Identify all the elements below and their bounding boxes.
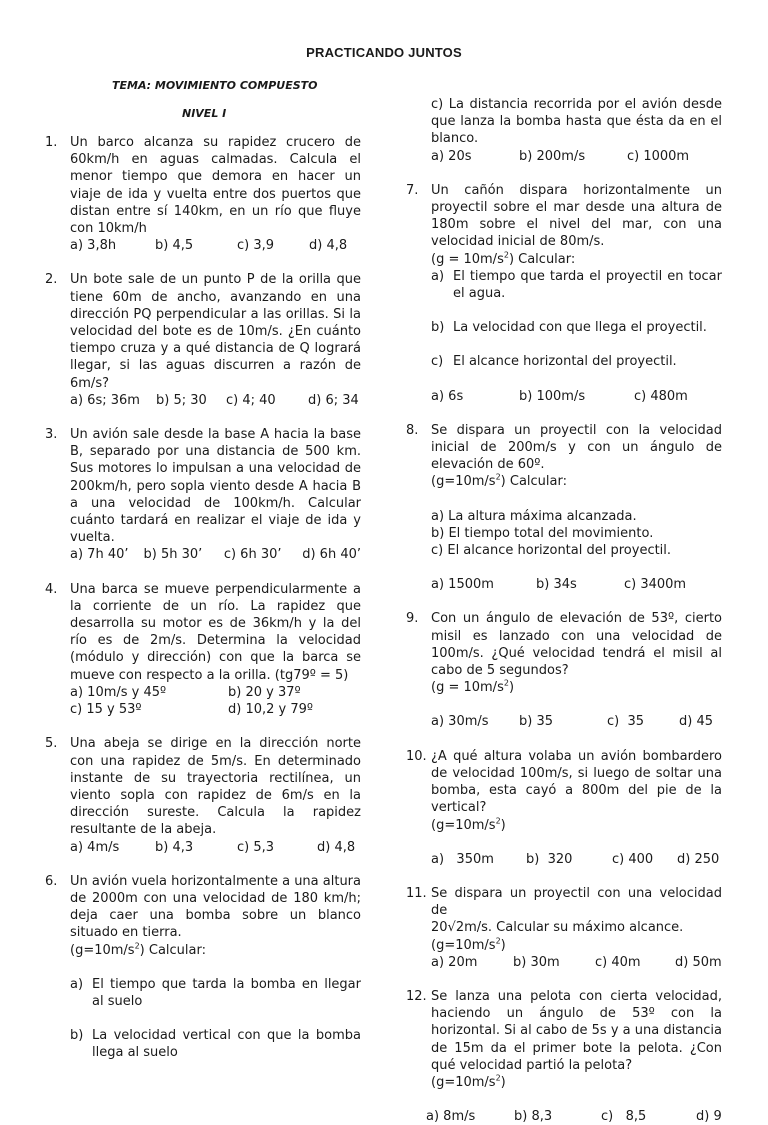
option-c: c) 1000m xyxy=(627,148,690,164)
subquestion-c xyxy=(431,353,722,370)
subquestion-a xyxy=(70,976,361,1010)
gravity-note xyxy=(431,679,722,696)
option-d: d) 9 xyxy=(696,1109,722,1125)
answer-options xyxy=(431,388,722,405)
problem-3 xyxy=(45,426,361,564)
option-b: b) 8,3 xyxy=(514,1109,553,1125)
subquestion-label: c) xyxy=(431,354,444,370)
problem-number: 3. xyxy=(45,427,58,443)
problem-number: 1. xyxy=(45,135,58,150)
gravity-note xyxy=(431,817,722,834)
option-c: c) 4; 40 xyxy=(226,392,276,408)
problem-text-pre: 20√2m/s. Calcular su máximo alcance. (g=10m/s xyxy=(431,920,684,953)
answer-options xyxy=(431,576,722,593)
problem-text: Un barco alcanza su rapidez crucero de 60km/h en aguas calmadas. Calcula el menor tiempo que demora en hacer un viaje de ida y vuelta entre dos puertos que distan entre sí 140km, en un río que fluye con 10km/h xyxy=(70,135,361,237)
problem-text: Se lanza una pelota con cierta velocidad, haciendo un ángulo de 53º con la horizontal. Si al cabo de 5s y a una distancia de 15m da el primer bote la pelota. ¿Con qué velocidad partió la pelota? xyxy=(431,988,722,1073)
problem-text: Se dispara un proyectil con la velocidad inicial de 200m/s y con un ángulo de elevación de 60º. xyxy=(431,422,722,473)
subquestion-text: La velocidad con que llega el proyectil. xyxy=(453,320,707,336)
problem-text: Un bote sale de un punto P de la orilla que tiene 60m de ancho, avanzando en una dirección PQ perpendicular a las orillas. Si la velocidad del bote es de 10m/s. ¿En cuánto tiempo cruza y a qué distancia de Q logrará llegar, si las aguas discurren a razón de 6m/s? xyxy=(70,272,361,391)
subquestion-b xyxy=(431,319,722,336)
problem-text: Un avión vuela horizontalmente a una altura de 2000m con una velocidad de 180 km/h; deja caer una bomba sobre un blanco situado en tierra. xyxy=(70,873,361,941)
option-c: c) 3,9 xyxy=(237,238,275,254)
option-b: b) 34s xyxy=(536,577,577,593)
subquestion-a xyxy=(431,268,722,302)
problem-number: 5. xyxy=(45,736,58,752)
problem-2 xyxy=(45,271,361,409)
problem-text: Un avión sale desde la base A hacia la base B, separado por una distancia de 500 km. Sus motores lo impulsan a una velocidad de 200km/h, pero sopla viento desde A hacia B a una velocidad de 100km/h. Calcular cuánto tardará en realizar el viaje de ida y vuelta. xyxy=(70,427,361,546)
gravity-pre: (g = 10m/s xyxy=(431,251,504,267)
subquestion-b: b) El tiempo total del movimiento. xyxy=(431,525,654,541)
subquestion-label: b) xyxy=(70,1028,84,1044)
option-c: c) 6h 30’ xyxy=(223,547,282,563)
answer-options xyxy=(70,546,361,563)
problem-5 xyxy=(45,735,361,855)
answer-options xyxy=(431,954,722,971)
answer-options xyxy=(431,148,722,165)
problem-number: 8. xyxy=(406,422,419,438)
answer-options xyxy=(426,1108,722,1125)
answer-options xyxy=(70,684,361,718)
option-c: c) 5,3 xyxy=(237,839,275,855)
gravity-note xyxy=(431,251,722,268)
gravity-pre: (g=10m/s xyxy=(431,817,496,833)
problem-4 xyxy=(45,581,361,719)
option-a: a) 3,8h xyxy=(70,238,117,254)
exponent: 2 xyxy=(503,678,509,688)
option-d: d) 45 xyxy=(679,714,713,730)
option-b: b) 4,3 xyxy=(155,839,194,855)
option-b: b) 35 xyxy=(519,714,553,730)
subquestion-label: b) xyxy=(431,320,445,336)
problem-9 xyxy=(406,610,722,730)
option-d: d) 4,8 xyxy=(309,238,348,254)
answer-options xyxy=(70,839,361,856)
problem-text: Una barca se mueve perpendicularmente a la corriente de un río. La rapidez que desarrolla su motor es de 36km/h y la del río es de 2m/s. Determina la velocidad (módulo y dirección) con que la barca se mueve con respecto a la orilla. (tg79º = 5) xyxy=(70,581,361,683)
option-c: c) 40m xyxy=(595,954,641,970)
exponent: 2 xyxy=(495,473,501,483)
problem-number: 9. xyxy=(406,611,419,627)
subquestion-text: El alcance horizontal del proyectil. xyxy=(453,354,677,370)
option-c: c) 15 y 53º xyxy=(70,702,142,718)
exponent: 2 xyxy=(495,1073,501,1083)
option-b: b) 20 y 37º xyxy=(228,684,301,700)
problem-text-post: ) xyxy=(500,937,506,953)
left-column xyxy=(45,134,361,1062)
problem-text: ¿A qué altura volaba un avión bombardero de velocidad 100m/s, si luego de soltar una bomba, esta cayó a 800m del pie de la vertical? xyxy=(431,748,722,816)
gravity-post: ) xyxy=(508,680,515,696)
option-c: c) 8,5 xyxy=(601,1109,647,1125)
exponent: 2 xyxy=(495,936,501,946)
option-c: c) 400 xyxy=(612,851,654,867)
option-a: a) 30m/s xyxy=(431,714,489,730)
gravity-post: ) xyxy=(500,1074,506,1090)
problem-number: 11. xyxy=(406,885,427,901)
problem-number: 4. xyxy=(45,581,58,597)
option-b: b) 5; 30 xyxy=(156,392,207,408)
option-d: d) 50m xyxy=(675,954,722,970)
problem-12 xyxy=(406,988,722,1125)
option-b: b) 4,5 xyxy=(155,238,194,254)
gravity-note xyxy=(431,1074,722,1091)
option-a: a) 1500m xyxy=(431,577,494,593)
option-d: d) 10,2 y 79º xyxy=(228,702,314,718)
option-a: a) 6s xyxy=(431,388,464,404)
option-b: b) 5h 30’ xyxy=(143,547,203,563)
option-c: c) 3400m xyxy=(624,577,687,593)
subquestions xyxy=(431,508,722,560)
answer-options xyxy=(70,392,361,409)
subquestion-text: El tiempo que tarda el proyectil en tocar el agua. xyxy=(453,268,722,302)
option-c: c) 480m xyxy=(634,388,688,404)
option-d: d) 4,8 xyxy=(317,839,356,855)
subquestion-text: La velocidad vertical con que la bomba llega al suelo xyxy=(92,1028,361,1061)
problem-number: 6. xyxy=(45,873,58,889)
option-a: a) 4m/s xyxy=(70,839,120,855)
option-b: b) 200m/s xyxy=(519,148,586,164)
gravity-note xyxy=(70,942,361,959)
subquestion-text: El tiempo que tarda la bomba en llegar al suelo xyxy=(92,976,361,1009)
option-d: d) 6h 40’ xyxy=(302,547,361,563)
option-a: a) 10m/s y 45º xyxy=(70,684,167,700)
problem-text: Se dispara un proyectil con una velocidad de xyxy=(431,885,722,919)
problem-text-line2 xyxy=(431,919,722,953)
answer-options xyxy=(431,851,722,868)
subquestion-a: a) La altura máxima alcanzada. xyxy=(431,508,637,524)
gravity-pre: (g = 10m/s xyxy=(431,680,504,696)
topic-heading: TEMA: MOVIMIENTO COMPUESTO xyxy=(112,79,318,92)
page-title: PRACTICANDO JUNTOS xyxy=(306,45,462,60)
option-a: a) 20s xyxy=(431,148,472,164)
problem-number: 2. xyxy=(45,272,58,288)
option-d: d) 250 xyxy=(677,851,720,867)
option-a: a) 20m xyxy=(431,954,478,970)
option-b: b) 320 xyxy=(526,851,573,867)
option-a: a) 6s; 36m xyxy=(70,392,140,408)
subquestion-b xyxy=(70,1027,361,1061)
option-d: d) 6; 34 xyxy=(308,392,359,408)
gravity-pre: (g=10m/s xyxy=(431,1074,496,1090)
exponent: 2 xyxy=(503,250,509,260)
problem-number: 10. xyxy=(406,748,427,764)
problem-6-continued xyxy=(406,96,722,165)
gravity-note xyxy=(431,473,722,490)
problem-number: 7. xyxy=(406,182,419,198)
exponent: 2 xyxy=(495,816,501,826)
problem-1 xyxy=(45,134,361,254)
gravity-post: ) xyxy=(500,817,506,833)
option-c: c) 35 xyxy=(607,714,645,730)
problem-text: Con un ángulo de elevación de 53º, cierto misil es lanzado con una velocidad de 100m/s. ¿Qué velocidad tendrá el misil al cabo de 5 segundos? xyxy=(431,611,722,679)
gravity-pre: (g=10m/s xyxy=(70,942,135,958)
problem-11 xyxy=(406,885,722,971)
option-a: a) 8m/s xyxy=(426,1109,476,1125)
option-a: a) 7h 40’ xyxy=(70,547,129,563)
option-a: a) 350m xyxy=(431,851,494,867)
gravity-post: ) Calcular: xyxy=(139,942,206,958)
subquestion-c: c) El alcance horizontal del proyectil. xyxy=(431,543,672,559)
problem-6 xyxy=(45,873,361,1062)
problem-10 xyxy=(406,748,722,868)
level-heading: NIVEL I xyxy=(182,107,227,120)
exponent: 2 xyxy=(134,941,140,951)
option-b: b) 30m xyxy=(513,954,560,970)
problem-text: Una abeja se dirige en la dirección norte con una rapidez de 5m/s. En determinado instante de su trayectoria rectilínea, un viento sopla con rapidez de 6m/s en la dirección sureste. Calcula la rapidez resultante de la abeja. xyxy=(70,736,361,838)
option-b: b) 100m/s xyxy=(519,388,586,404)
problem-text: Un cañón dispara horizontalmente un proyectil sobre el mar desde una altura de 180m sobre el nivel del mar, con una velocidad inicial de 80m/s. xyxy=(431,182,722,250)
problem-8 xyxy=(406,422,722,594)
answer-options xyxy=(431,713,722,730)
gravity-post: ) Calcular: xyxy=(508,251,576,267)
gravity-post: ) Calcular: xyxy=(500,474,567,490)
problem-7 xyxy=(406,182,722,405)
subquestion-c: c) La distancia recorrida por el avión desde que lanza la bomba hasta que ésta da en el blanco. xyxy=(431,97,722,147)
subquestion-label: a) xyxy=(431,268,445,284)
problem-number: 12. xyxy=(406,988,427,1004)
gravity-pre: (g=10m/s xyxy=(431,474,496,490)
answer-options xyxy=(70,237,361,254)
right-column xyxy=(406,96,722,1125)
subquestion-label: a) xyxy=(70,976,84,992)
